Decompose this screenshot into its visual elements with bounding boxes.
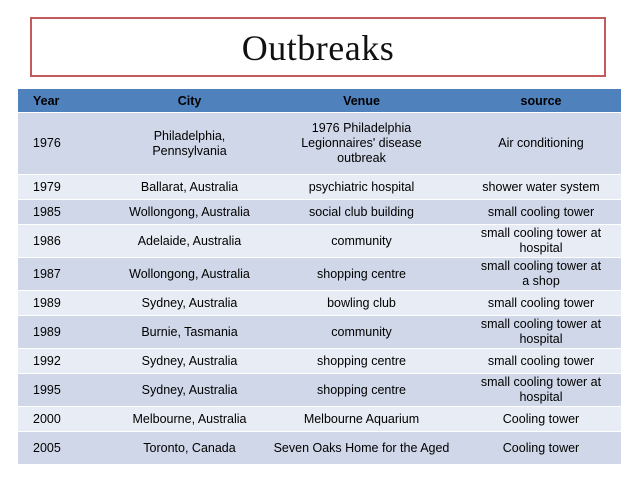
cell-source: shower water system	[461, 175, 621, 200]
table-row	[18, 432, 621, 465]
cell-venue: community	[262, 225, 461, 258]
table-row	[18, 258, 621, 291]
cell-city: Burnie, Tasmania	[117, 316, 262, 349]
cell-city: Adelaide, Australia	[117, 225, 262, 258]
cell-city: Ballarat, Australia	[117, 175, 262, 200]
cell-year: 1987	[18, 258, 117, 291]
cell-city: Wollongong, Australia	[117, 200, 262, 225]
column-header-city: City	[117, 89, 262, 113]
cell-venue: bowling club	[262, 291, 461, 316]
table-row	[18, 113, 621, 175]
table-row	[18, 316, 621, 349]
cell-source: small cooling tower	[461, 349, 621, 374]
slide-title: Outbreaks	[241, 28, 395, 68]
cell-venue: Seven Oaks Home for the Aged	[262, 432, 461, 465]
cell-year: 1985	[18, 200, 117, 225]
cell-source: small cooling tower at hospital	[461, 225, 621, 258]
cell-source: small cooling tower at hospital	[461, 374, 621, 407]
cell-source: small cooling tower at hospital	[461, 316, 621, 349]
column-header-year: Year	[18, 89, 117, 113]
cell-source: Air conditioning	[461, 113, 621, 175]
cell-year: 2005	[18, 432, 117, 465]
table-row	[18, 225, 621, 258]
table-row	[18, 200, 621, 225]
table-row	[18, 175, 621, 200]
cell-source: Cooling tower	[461, 407, 621, 432]
cell-venue: Melbourne Aquarium	[262, 407, 461, 432]
cell-city: Philadelphia, Pennsylvania	[117, 113, 262, 175]
cell-venue: community	[262, 316, 461, 349]
column-header-source: source	[461, 89, 621, 113]
table-row	[18, 291, 621, 316]
table-row	[18, 374, 621, 407]
cell-city: Toronto, Canada	[117, 432, 262, 465]
cell-year: 2000	[18, 407, 117, 432]
cell-venue: social club building	[262, 200, 461, 225]
cell-venue: shopping centre	[262, 374, 461, 407]
cell-year: 1995	[18, 374, 117, 407]
table-header-row	[18, 89, 621, 113]
cell-year: 1992	[18, 349, 117, 374]
cell-year: 1979	[18, 175, 117, 200]
table-row	[18, 407, 621, 432]
cell-city: Sydney, Australia	[117, 374, 262, 407]
cell-year: 1989	[18, 291, 117, 316]
cell-city: Wollongong, Australia	[117, 258, 262, 291]
cell-year: 1986	[18, 225, 117, 258]
cell-city: Sydney, Australia	[117, 291, 262, 316]
cell-source: small cooling tower at a shop	[461, 258, 621, 291]
cell-city: Melbourne, Australia	[117, 407, 262, 432]
cell-year: 1989	[18, 316, 117, 349]
cell-source: small cooling tower	[461, 291, 621, 316]
cell-venue: shopping centre	[262, 349, 461, 374]
cell-venue: psychiatric hospital	[262, 175, 461, 200]
cell-source: Cooling tower	[461, 432, 621, 465]
outbreaks-table	[18, 89, 621, 465]
column-header-venue: Venue	[262, 89, 461, 113]
cell-venue: shopping centre	[262, 258, 461, 291]
cell-year: 1976	[18, 113, 117, 175]
title-frame	[30, 17, 606, 77]
cell-city: Sydney, Australia	[117, 349, 262, 374]
cell-venue: 1976 Philadelphia Legionnaires' disease outbreak	[262, 113, 461, 175]
cell-source: small cooling tower	[461, 200, 621, 225]
table-row	[18, 349, 621, 374]
